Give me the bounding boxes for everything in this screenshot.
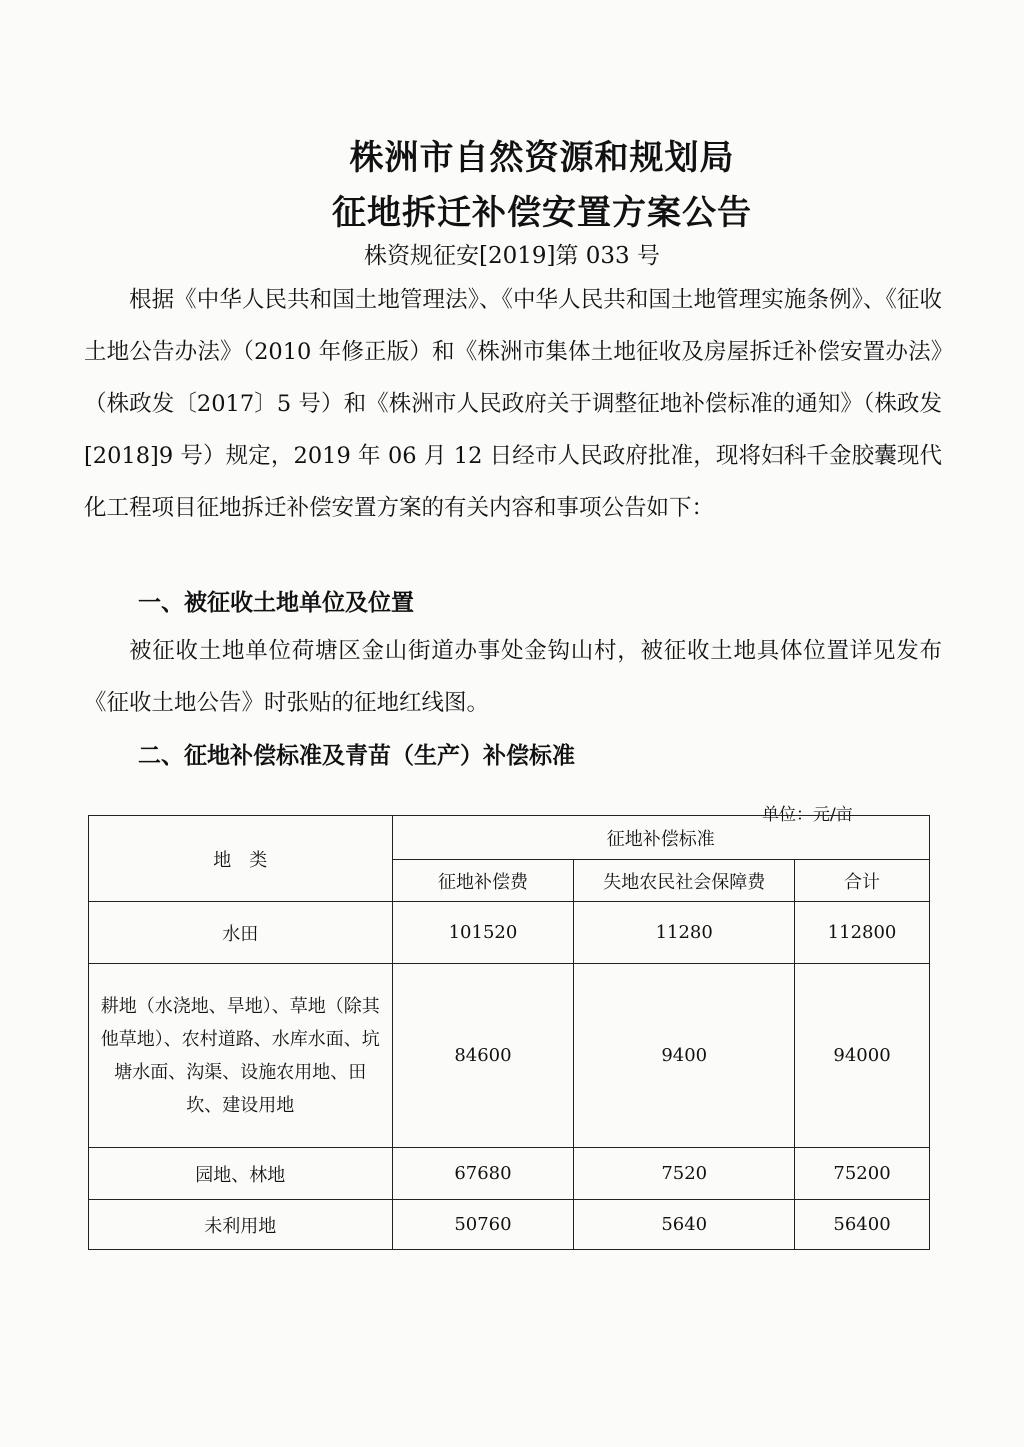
table-row [89, 1148, 930, 1200]
land-type-cell: 水田 [89, 902, 393, 964]
section-2-heading: 二、征地补偿标准及青苗（生产）补偿标准 [138, 743, 575, 769]
table-row [89, 1200, 930, 1250]
section-1-text: 被征收土地单位荷塘区金山街道办事处金钩山村，被征收土地具体位置详见发布《征收土地公告》时张贴的征地红线图。 [84, 638, 942, 716]
header-social-security-fee: 失地农民社会保障费 [574, 860, 795, 902]
section-1-heading: 一、被征收土地单位及位置 [138, 590, 414, 616]
land-type-cell: 耕地（水浇地、旱地）、草地（除其他草地）、农村道路、水库水面、坑塘水面、沟渠、设施农用地、田坎、建设用地 [89, 964, 393, 1148]
header-total: 合计 [795, 860, 930, 902]
total-cell: 94000 [795, 964, 930, 1148]
comp-fee-cell: 67680 [392, 1148, 574, 1200]
header-comp-fee: 征地补偿费 [392, 860, 574, 902]
total-cell: 56400 [795, 1200, 930, 1250]
comp-fee-cell: 84600 [392, 964, 574, 1148]
security-fee-cell: 9400 [574, 964, 795, 1148]
total-cell: 112800 [795, 902, 930, 964]
table-row [89, 964, 930, 1148]
table-unit-label: 单位：元/亩 [762, 805, 853, 825]
security-fee-cell: 11280 [574, 902, 795, 964]
comp-fee-cell: 101520 [392, 902, 574, 964]
land-type-cell: 未利用地 [89, 1200, 393, 1250]
compensation-table [88, 815, 930, 1250]
intro-paragraph: 根据《中华人民共和国土地管理法》、《中华人民共和国土地管理实施条例》、《征收土地公告办法》（2010 年修正版）和《株洲市集体土地征收及房屋拆迁补偿安置办法》（株政发〔2017〕5 号）和《株洲市人民政府关于调整征地补偿标准的通知》（株政发[2018]9 号）规定，2019 年 06 月 12 日经市人民政府批准，现将妇科千金胶囊现代化工程项目征地拆迁补偿安置方案的有关内容和事项公告如下： [84, 287, 942, 521]
security-fee-cell: 7520 [574, 1148, 795, 1200]
security-fee-cell: 5640 [574, 1200, 795, 1250]
table-row [89, 902, 930, 964]
document-title-line-2: 征地拆迁补偿安置方案公告 [332, 193, 752, 233]
document-number: 株资规征安[2019]第 033 号 [363, 243, 660, 269]
header-compensation-standard: 征地补偿标准 [392, 816, 929, 860]
total-cell: 75200 [795, 1148, 930, 1200]
header-land-type: 地 类 [89, 816, 393, 902]
land-type-cell: 园地、林地 [89, 1148, 393, 1200]
comp-fee-cell: 50760 [392, 1200, 574, 1250]
document-title-line-1: 株洲市自然资源和规划局 [349, 138, 735, 178]
